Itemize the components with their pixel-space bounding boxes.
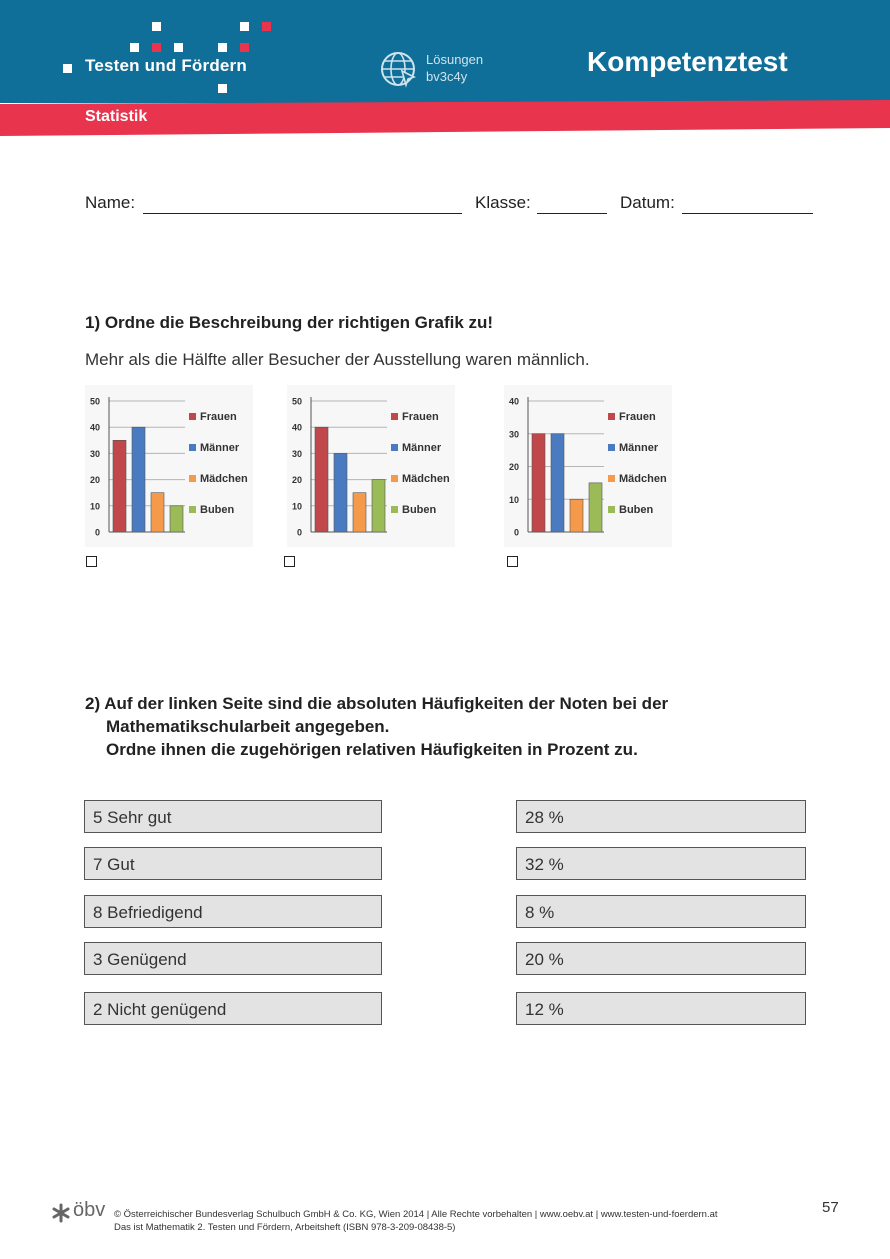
legend-swatch: [608, 506, 615, 513]
logo-square: [218, 43, 227, 52]
legend-label: Frauen: [619, 411, 656, 423]
legend-label: Buben: [200, 504, 235, 516]
grade-count-box[interactable]: 3 Genügend: [84, 942, 382, 975]
percent-box[interactable]: 8 %: [516, 895, 806, 928]
publisher-star-icon: [50, 1202, 72, 1224]
class-field[interactable]: [537, 213, 607, 214]
chart-background: [85, 385, 253, 547]
percent-box[interactable]: 32 %: [516, 847, 806, 880]
y-tick-label: 20: [508, 462, 519, 472]
logo-square: [218, 84, 227, 93]
legend-swatch: [189, 475, 196, 482]
logo-square: [240, 43, 249, 52]
bar-frauen: [532, 434, 545, 532]
logo-square: [262, 22, 271, 31]
y-tick-label: 10: [291, 501, 302, 512]
percent-box[interactable]: 20 %: [516, 942, 806, 975]
y-tick-label: 40: [291, 422, 302, 433]
legend-label: Mädchen: [402, 473, 450, 485]
legend-label: Frauen: [402, 411, 439, 423]
bar-männer: [551, 434, 564, 532]
name-label: Name:: [85, 193, 136, 212]
y-tick-label: 10: [508, 494, 519, 505]
footer-line: Das ist Mathematik 2. Testen und Fördern, Arbeitsheft (ISBN 978-3-209-08438-5): [114, 1222, 456, 1233]
y-tick-label: 10: [89, 501, 100, 512]
logo-square: [130, 43, 139, 52]
task1-question: 1) Ordne die Beschreibung der richtigen Grafik zu!: [85, 313, 494, 332]
legend-label: Männer: [402, 442, 442, 454]
date-field[interactable]: [682, 213, 813, 214]
bar-buben: [170, 506, 183, 532]
y-tick-label: 0: [296, 527, 302, 538]
logo-square: [174, 43, 183, 52]
legend-label: Männer: [619, 442, 659, 454]
solutions-code: bv3c4y: [426, 69, 468, 84]
bar-männer: [132, 427, 145, 532]
legend-swatch: [391, 444, 398, 451]
y-tick-label: 30: [89, 448, 100, 459]
brand-title: Testen und Fördern: [85, 56, 247, 75]
y-tick-label: 30: [291, 448, 302, 459]
grade-count-box[interactable]: 2 Nicht genügend: [84, 992, 382, 1025]
percent-box[interactable]: 28 %: [516, 800, 806, 833]
bar-chart-1: [85, 385, 253, 547]
y-tick-label: 20: [89, 475, 100, 486]
legend-label: Buben: [402, 504, 437, 516]
legend-swatch: [608, 413, 615, 420]
y-tick-label: 50: [89, 396, 100, 407]
solutions-link[interactable]: [426, 51, 483, 85]
chart-2-checkbox[interactable]: [284, 556, 295, 567]
bar-buben: [589, 483, 602, 532]
y-tick-label: 20: [291, 475, 302, 486]
legend-swatch: [189, 444, 196, 451]
bar-mädchen: [151, 493, 164, 532]
bar-chart-3: [504, 385, 672, 547]
footer-line: © Österreichischer Bundesverlag Schulbuch GmbH & Co. KG, Wien 2014 | Alle Rechte vorbehalten | www.oebv.at | www.testen-und-foerdern.at: [114, 1209, 718, 1220]
legend-label: Männer: [200, 442, 240, 454]
bar-frauen: [113, 440, 126, 532]
solutions-label: Lösungen: [426, 52, 484, 67]
grade-count-box[interactable]: 8 Befriedigend: [84, 895, 382, 928]
task2-question-line: 2) Auf der linken Seite sind die absoluten Häufigkeiten der Noten bei der: [85, 694, 669, 713]
legend-swatch: [391, 506, 398, 513]
class-label: Klasse:: [475, 193, 531, 212]
legend-swatch: [189, 413, 196, 420]
chart-3-checkbox[interactable]: [507, 556, 518, 567]
globe-link-icon[interactable]: [380, 51, 418, 89]
y-tick-label: 30: [508, 429, 519, 440]
y-tick-label: 0: [94, 527, 100, 538]
bar-frauen: [315, 427, 328, 532]
task2-question-line: Ordne ihnen die zugehörigen relativen Häufigkeiten in Prozent zu.: [106, 740, 638, 759]
bar-buben: [372, 480, 385, 532]
page-number: 57: [822, 1199, 839, 1216]
logo-square: [152, 43, 161, 52]
footer-copyright: [114, 1208, 718, 1234]
bar-chart-2: [287, 385, 455, 547]
grade-count-box[interactable]: 5 Sehr gut: [84, 800, 382, 833]
logo-square: [240, 22, 249, 31]
y-tick-label: 40: [89, 422, 100, 433]
percent-box[interactable]: 12 %: [516, 992, 806, 1025]
date-label: Datum:: [620, 193, 675, 212]
page-title: Kompetenztest: [587, 46, 788, 77]
publisher-logo-text: öbv: [73, 1199, 106, 1221]
task2-question: [85, 692, 668, 761]
legend-swatch: [391, 475, 398, 482]
legend-swatch: [189, 506, 196, 513]
chart-1-checkbox[interactable]: [86, 556, 97, 567]
legend-label: Mädchen: [619, 473, 667, 485]
task1-statement: Mehr als die Hälfte aller Besucher der Ausstellung waren männlich.: [85, 350, 590, 369]
logo-square: [152, 22, 161, 31]
legend-swatch: [391, 413, 398, 420]
publisher-logo: [50, 1199, 110, 1225]
topic-label: Statistik: [85, 108, 148, 125]
legend-swatch: [608, 444, 615, 451]
y-tick-label: 50: [291, 396, 302, 407]
chart-background: [287, 385, 455, 547]
y-tick-label: 0: [513, 527, 519, 538]
legend-label: Buben: [619, 504, 654, 516]
legend-label: Frauen: [200, 411, 237, 423]
legend-swatch: [608, 475, 615, 482]
bar-mädchen: [353, 493, 366, 532]
bar-männer: [334, 453, 347, 532]
task2-question-line: Mathematikschularbeit angegeben.: [106, 717, 390, 736]
y-tick-label: 40: [508, 396, 519, 407]
legend-label: Mädchen: [200, 473, 248, 485]
name-field[interactable]: [143, 213, 462, 214]
bar-mädchen: [570, 499, 583, 532]
logo-square: [63, 64, 72, 73]
grade-count-box[interactable]: 7 Gut: [84, 847, 382, 880]
